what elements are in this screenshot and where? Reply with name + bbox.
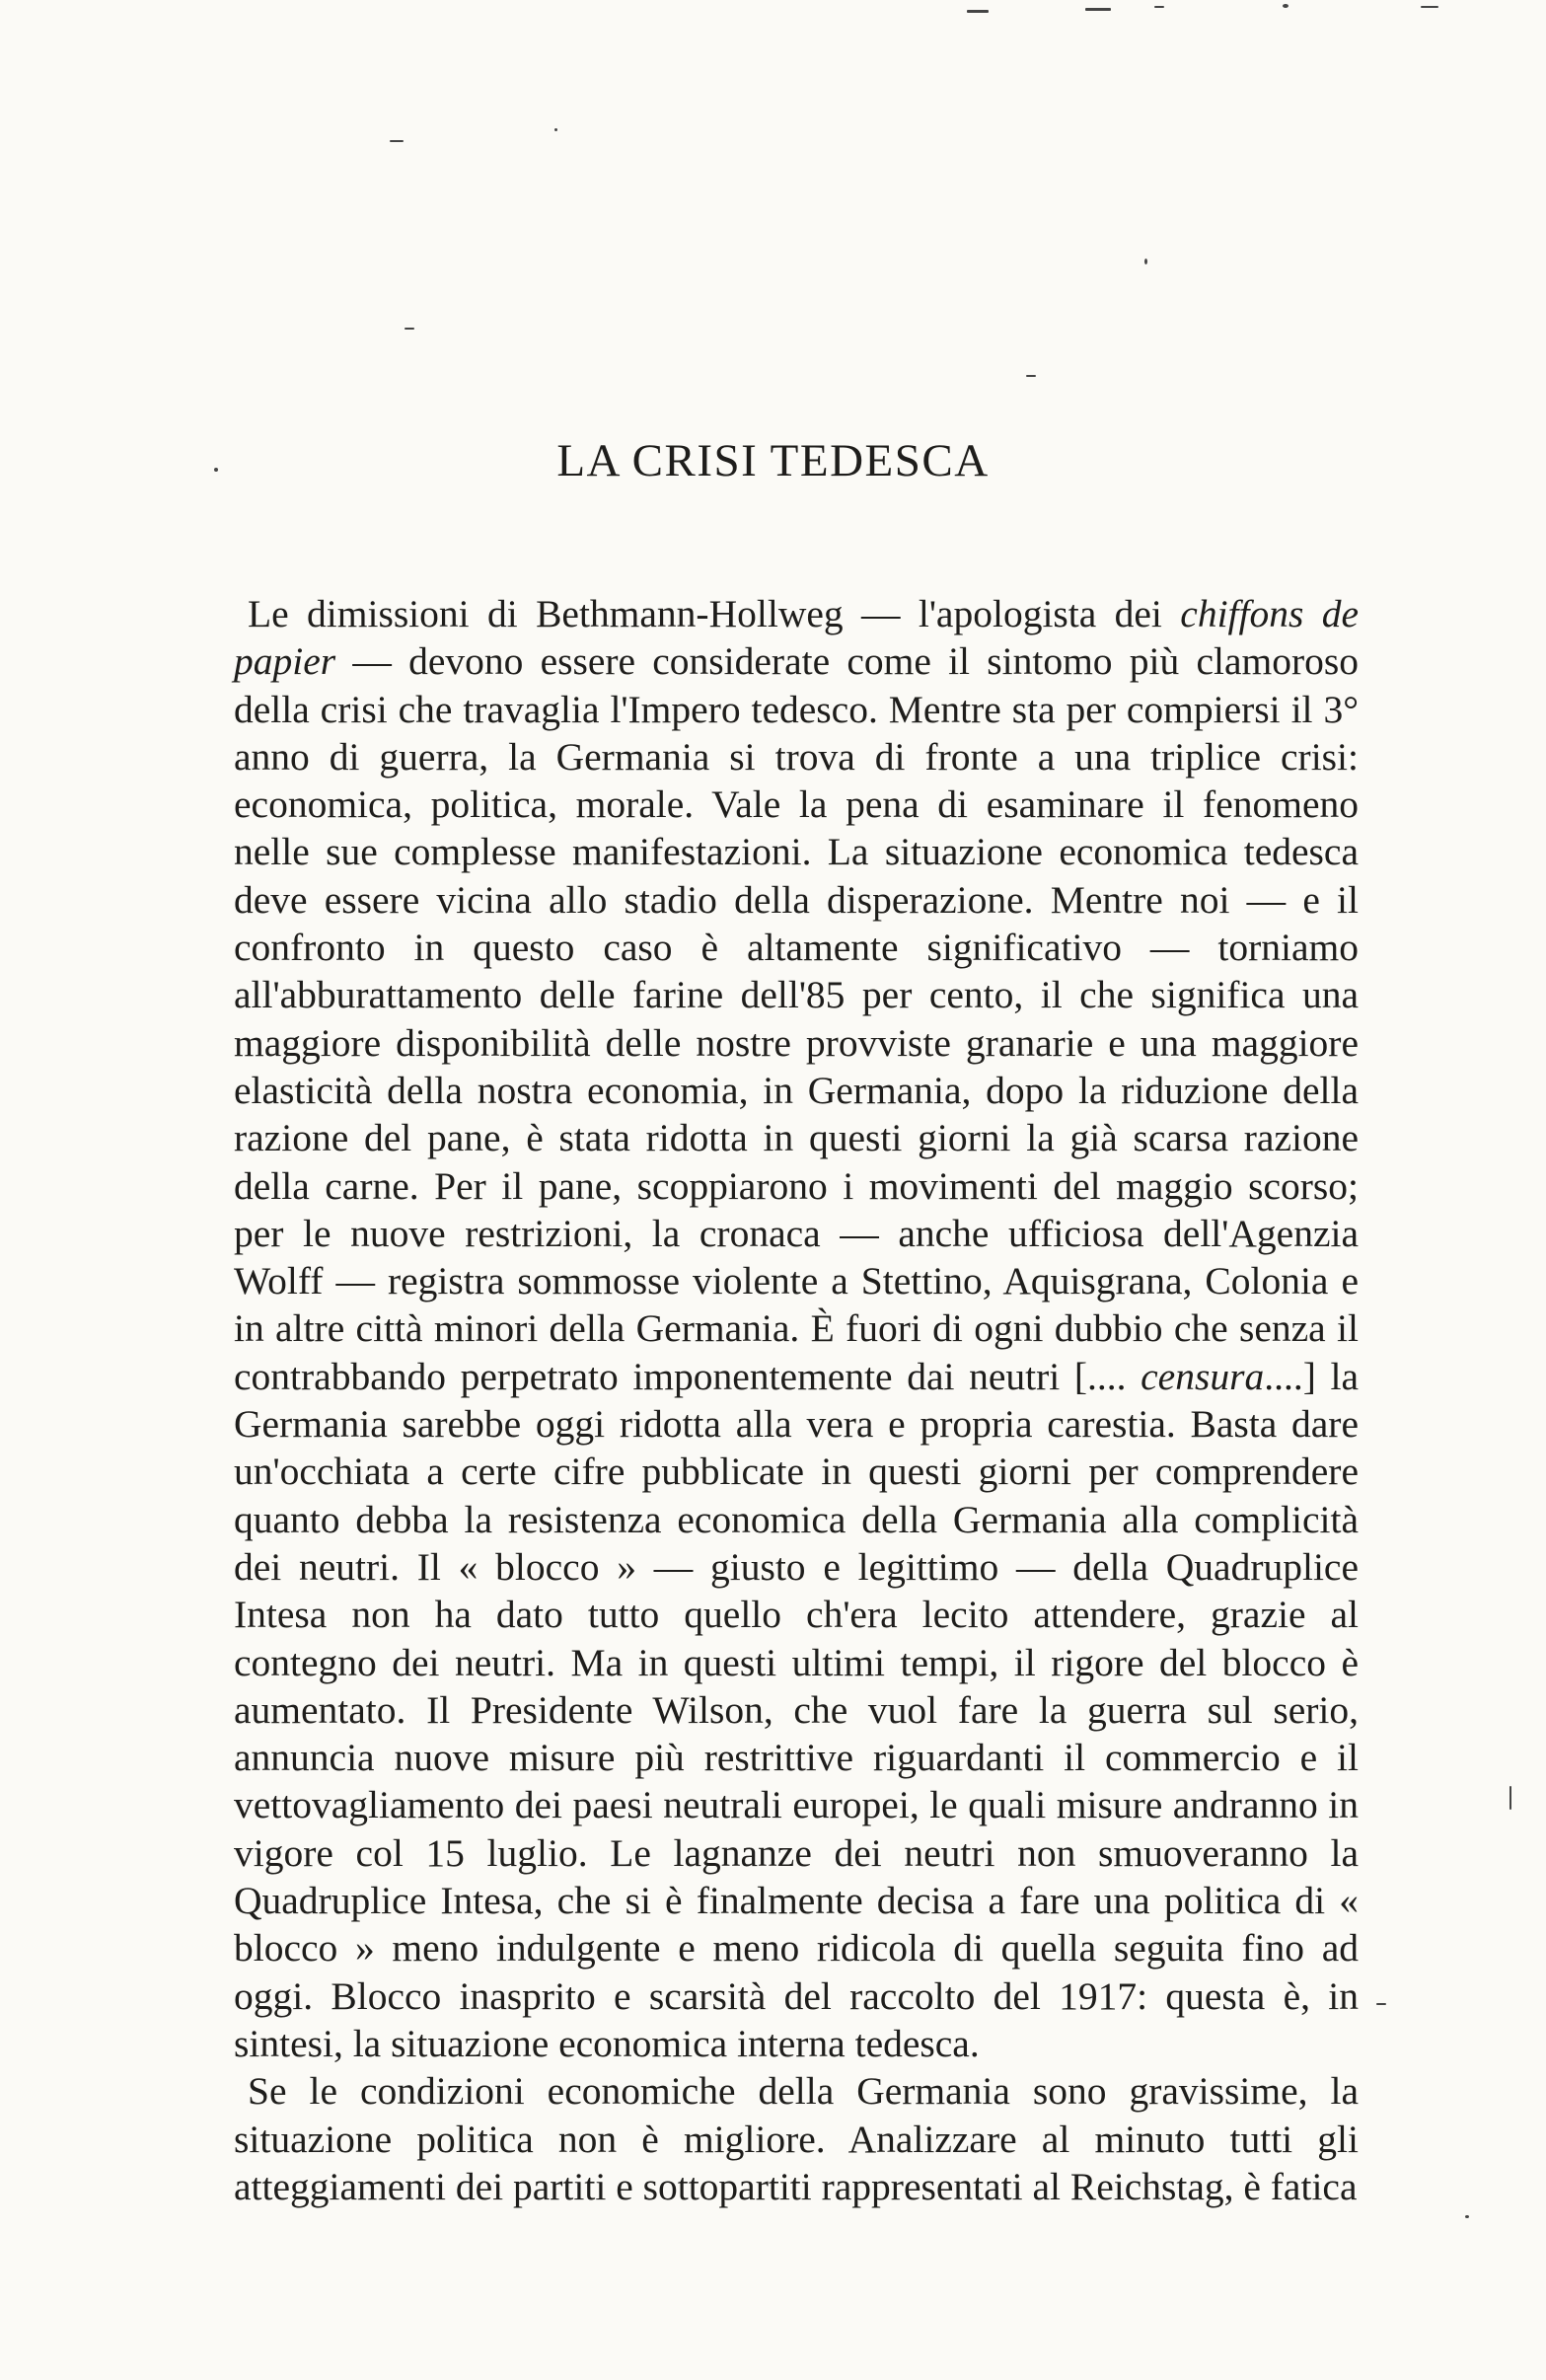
scan-speck xyxy=(554,128,557,131)
scan-speck xyxy=(1154,6,1164,8)
paragraph xyxy=(234,590,1359,2067)
article-body xyxy=(234,590,1359,2210)
paragraph-text: Se le condizioni economiche della Germania sono gravissime, la situazione politica non è migliore. Analizzare al minuto tutti gli atteggiamenti dei partiti e sottopartiti rappresentati al Reichstag, è fatica xyxy=(234,2069,1359,2208)
italic-phrase: censura xyxy=(1141,1354,1265,1398)
paragraph xyxy=(234,2067,1359,2210)
scan-speck xyxy=(967,10,989,13)
scan-speck xyxy=(1283,4,1288,8)
scan-speck xyxy=(1465,2215,1469,2218)
scan-speck xyxy=(1085,8,1111,11)
paragraph-text: ....] la Germania sarebbe oggi ridotta alla vera e propria carestia. Basta dare un'occhiata a certe cifre pubblicate in questi giorni per comprendere quanto debba la resistenza economica della Germania alla complicità dei neutri. Il « blocco » — giusto e legittimo — della Quadruplice Intesa non ha dato tutto quello ch'era lecito attendere, grazie al contegno dei neutri. Ma in questi ultimi tempi, il rigore del blocco è aumentato. Il Presidente Wilson, che vuol fare la guerra sul serio, annuncia nuove misure più restrittive riguardanti il commercio e il vettovagliamento dei paesi neutrali europei, le quali misure andranno in vigore col 15 luglio. Le lagnanze dei neutri non smuoveranno la Quadruplice Intesa, che si è finalmente decisa a fare una politica di « blocco » meno indulgente e meno ridicola di quella seguita fino ad oggi. Blocco inasprito e scarsità del raccolto del 1917: questa è, in sintesi, la situazione economica interna tedesca. xyxy=(234,1354,1359,2065)
italic-phrase: chiffons de papier xyxy=(234,592,1359,684)
scan-speck xyxy=(390,140,404,142)
paragraph-text: Le dimissioni di Bethmann-Hollweg — l'apologista dei xyxy=(248,592,1181,635)
scan-speck xyxy=(1144,259,1147,264)
scan-speck xyxy=(1376,2003,1386,2005)
scan-speck xyxy=(405,328,414,330)
scan-speck xyxy=(1026,375,1036,377)
paragraph-text: — devono essere considerate come il sintomo più clamoroso della crisi che travaglia l'Impero tedesco. Mentre sta per compiersi il 3° anno di guerra, la Germania si trova di fronte a una triplice crisi: economica, politica, morale. Vale la pena di esaminare il fenomeno nelle sue complesse manifestazioni. La situazione economica tedesca deve essere vicina allo stadio della disperazione. Mentre noi — e il confronto in questo caso è altamente significativo — torniamo all'abburattamento delle farine dell'85 per cento, il che significa una maggiore disponibilità delle nostre provviste granarie e una maggiore elasticità della nostra economia, in Germania, dopo la riduzione della razione del pane, è stata ridotta in questi giorni la già scarsa razione della carne. Per il pane, scoppiarono i movimenti del maggio scorso; per le nuove restrizioni, la cronaca — anche ufficiosa dell'Agenzia Wolff — registra sommosse violente a Stettino, Aquisgrana, Colonia e in altre città minori della Germania. È fuori di ogni dubbio che senza il contrabbando perpetrato imponentemente dai neutri [.... xyxy=(234,639,1359,1398)
page-title: LA CRISI TEDESCA xyxy=(556,435,990,486)
scan-speck xyxy=(1421,6,1438,8)
scan-speck xyxy=(1509,1786,1511,1810)
